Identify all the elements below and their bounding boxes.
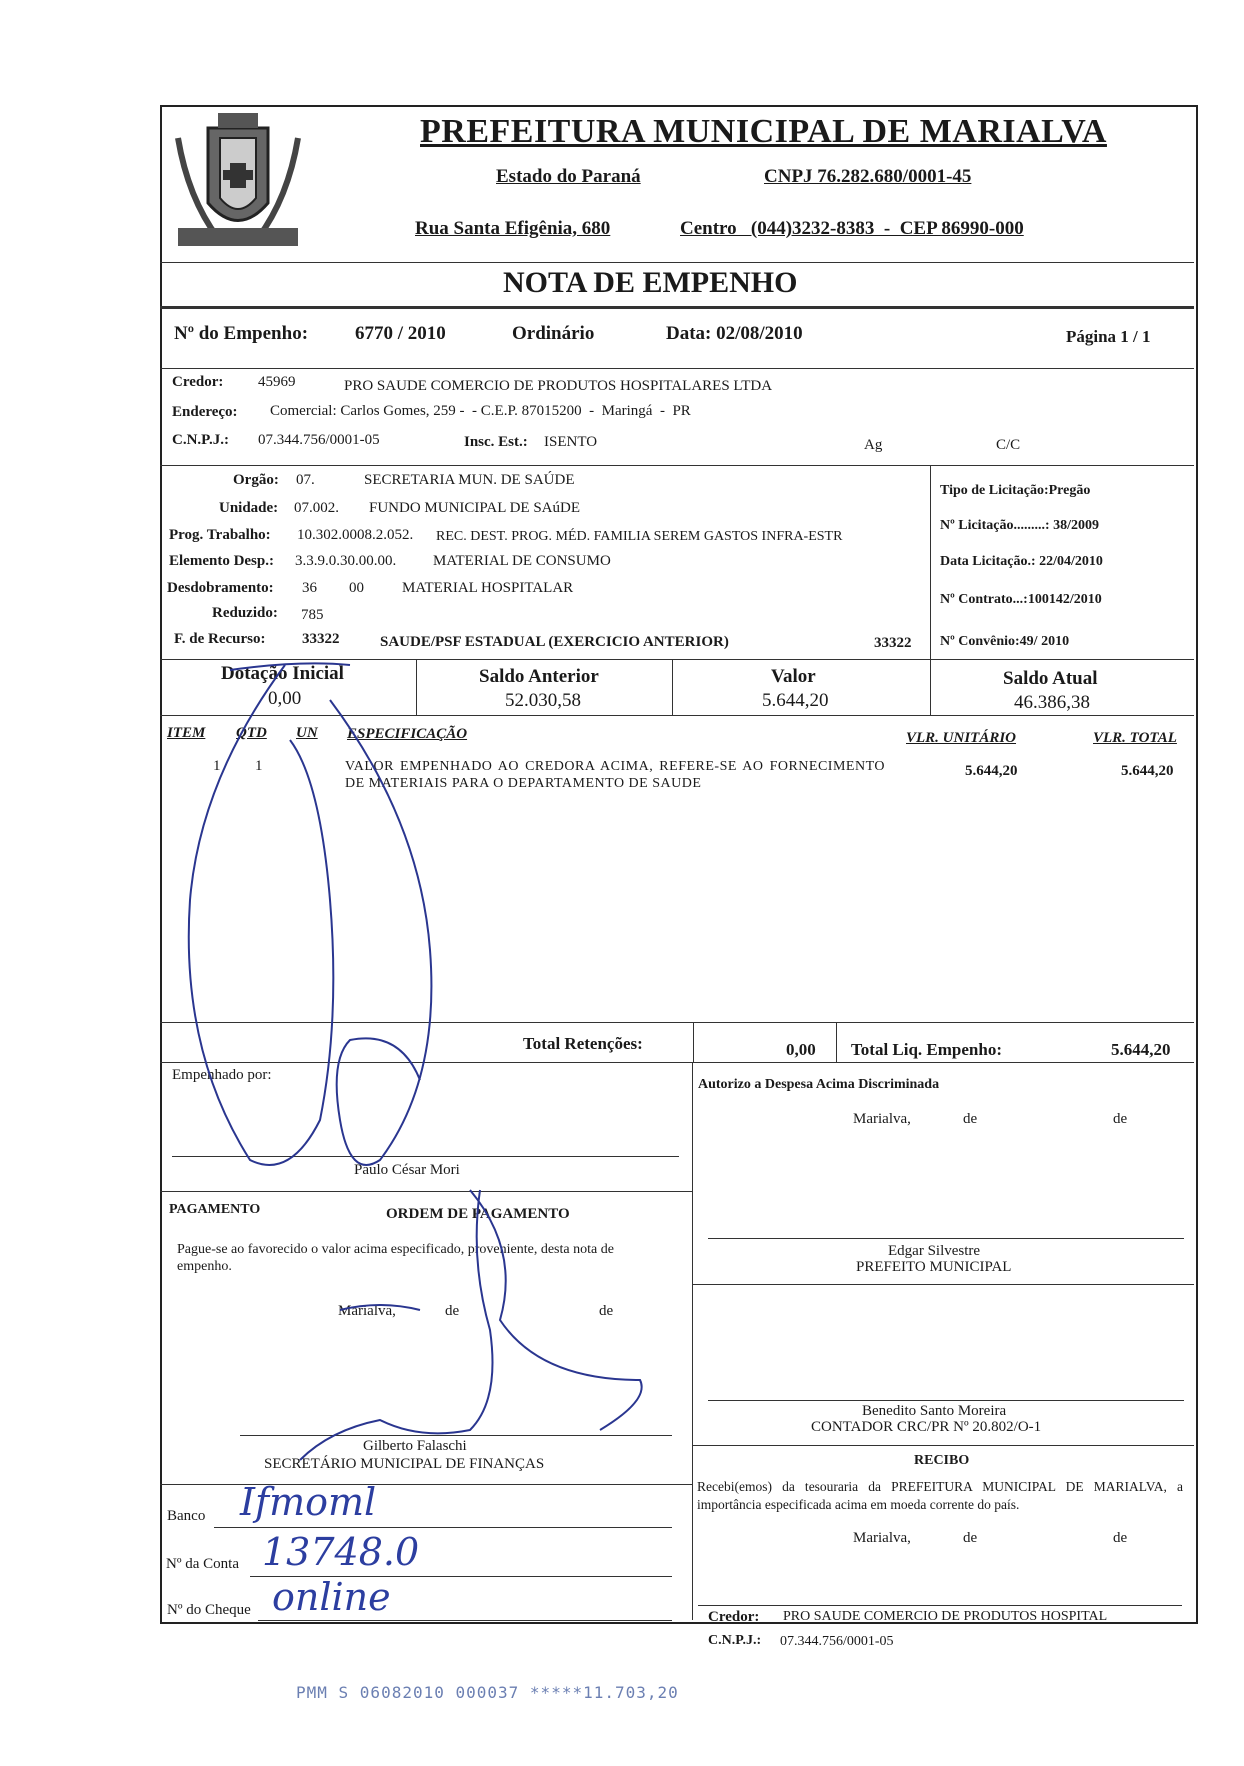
- recibo-text: Recebi(emos) da tesouraria da PREFEITURA MUNICIPAL DE MARIALVA, a importância especificada acima em moeda corrente do país.: [697, 1479, 1183, 1512]
- orgao-label: Orgão:: [233, 472, 279, 488]
- recurso-code-2: 33322: [874, 635, 912, 651]
- total-liquido-label: Total Liq. Empenho:: [851, 1040, 1002, 1059]
- numero-convenio: Nº Convênio:49/ 2010: [940, 634, 1070, 649]
- pague-text: Pague-se ao favorecido o valor acima especificado, proveniente, desta nota de empenho.: [177, 1242, 614, 1274]
- insc-value: ISENTO: [544, 434, 598, 450]
- recurso-label: F. de Recurso:: [174, 631, 266, 647]
- desdobramento-code: 36: [302, 580, 317, 596]
- desdobramento-name: MATERIAL HOSPITALAR: [402, 580, 574, 596]
- unidade-label: Unidade:: [219, 500, 279, 516]
- orgao-code: 07.: [296, 472, 315, 488]
- validation-stamp: PMM S 06082010 000037 *****11.703,20: [296, 1683, 679, 1702]
- recibo-de-1: de: [963, 1530, 978, 1546]
- saldo-atual-label: Saldo Atual: [1003, 668, 1098, 689]
- numero-licitacao: Nº Licitação.........: 38/2009: [940, 518, 1099, 533]
- row-qtd: 1: [255, 758, 263, 774]
- saldo-anterior-label: Saldo Anterior: [479, 666, 599, 687]
- pagamento-de-2: de: [599, 1303, 614, 1319]
- recurso-name: SAUDE/PSF ESTADUAL (EXERCICIO ANTERIOR): [380, 634, 729, 650]
- credor-label: Credor:: [172, 374, 224, 390]
- credor-footer-value: PRO SAUDE COMERCIO DE PRODUTOS HOSPITAL: [783, 1609, 1108, 1624]
- conta-handwriting: 13748.0: [262, 1530, 420, 1574]
- row-vlr-unitario: 5.644,20: [965, 763, 1018, 779]
- valor-value: 5.644,20: [762, 690, 829, 711]
- col-vlr-unitario: VLR. UNITÁRIO: [906, 730, 1017, 746]
- prog-name: REC. DEST. PROG. MÉD. FAMILIA SEREM GASTOS INFRA-ESTR: [436, 529, 843, 544]
- secretario-name: Gilberto Falaschi: [363, 1438, 467, 1454]
- prefeito-name: Edgar Silvestre: [888, 1243, 981, 1259]
- prog-label: Prog. Trabalho:: [169, 527, 271, 543]
- reduzido-value: 785: [301, 607, 324, 623]
- recibo-de-2: de: [1113, 1530, 1128, 1546]
- cheque-handwriting: online: [272, 1575, 391, 1619]
- pagamento-label: PAGAMENTO: [169, 1202, 261, 1217]
- valor-label: Valor: [771, 666, 816, 687]
- credor-code: 45969: [258, 374, 296, 390]
- desdobramento-sub: 00: [349, 580, 364, 596]
- state-name: Estado do Paraná: [496, 166, 641, 187]
- empenho-date: Data: 02/08/2010: [666, 323, 803, 344]
- autorizo-label: Autorizo a Despesa Acima Discriminada: [698, 1077, 940, 1092]
- row-item: 1: [213, 758, 221, 774]
- saldo-anterior-value: 52.030,58: [505, 690, 581, 711]
- reduzido-label: Reduzido:: [212, 605, 278, 621]
- empenhado-por-label: Empenhado por:: [172, 1067, 272, 1083]
- desdobramento-label: Desdobramento:: [167, 580, 274, 596]
- cheque-label: Nº do Cheque: [167, 1602, 251, 1618]
- autorizo-city: Marialva,: [853, 1111, 911, 1127]
- page-number: Página 1 / 1: [1066, 327, 1151, 346]
- unidade-code: 07.002.: [294, 500, 339, 516]
- col-especificacao: ESPECIFICAÇÃO: [347, 726, 468, 742]
- total-retencoes-label: Total Retenções:: [523, 1034, 643, 1053]
- prefeito-title: PREFEITO MUNICIPAL: [856, 1259, 1012, 1275]
- account-label: C/C: [996, 437, 1021, 453]
- saldo-atual-value: 46.386,38: [1014, 692, 1090, 713]
- credor-name: PRO SAUDE COMERCIO DE PRODUTOS HOSPITALARES LTDA: [344, 378, 773, 394]
- city-cnpj: CNPJ 76.282.680/0001-45: [764, 166, 972, 187]
- contador-name: Benedito Santo Moreira: [862, 1403, 1007, 1419]
- col-qtd: QTD: [236, 725, 267, 741]
- dotacao-inicial-label: Dotação Inicial: [221, 663, 344, 684]
- ordem-pagamento-label: ORDEM DE PAGAMENTO: [386, 1206, 570, 1222]
- total-retencoes-value: 0,00: [786, 1040, 816, 1059]
- credor-address: Comercial: Carlos Gomes, 259 - - C.E.P. 87015200 - Maringá - PR: [270, 403, 691, 419]
- elemento-name: MATERIAL DE CONSUMO: [433, 553, 611, 569]
- empenho-number: 6770 / 2010: [355, 323, 446, 344]
- numero-contrato: Nº Contrato...:100142/2010: [940, 592, 1102, 607]
- tipo-licitacao: Tipo de Licitação:Pregão: [940, 483, 1091, 498]
- cnpj-footer-value: 07.344.756/0001-05: [780, 1634, 894, 1649]
- col-vlr-total: VLR. TOTAL: [1093, 730, 1177, 746]
- address-label: Endereço:: [172, 404, 238, 420]
- city-contact: Centro (044)3232-8383 - CEP 86990-000: [680, 218, 1024, 239]
- recurso-code: 33322: [302, 631, 340, 647]
- recibo-label: RECIBO: [914, 1453, 970, 1468]
- insc-label: Insc. Est.:: [464, 434, 528, 450]
- pagamento-de-1: de: [445, 1303, 460, 1319]
- row-vlr-total: 5.644,20: [1121, 763, 1174, 779]
- conta-label: Nº da Conta: [166, 1556, 239, 1572]
- banco-label: Banco: [167, 1508, 206, 1524]
- credor-footer-label: Credor:: [708, 1609, 760, 1625]
- elemento-label: Elemento Desp.:: [169, 553, 274, 569]
- row-spec: VALOR EMPENHADO AO CREDORA ACIMA, REFERE-SE AO FORNECIMENTO DE MATERIAIS PARA O DEPARTAMENTO DE SAUDE: [345, 759, 885, 791]
- coat-of-arms-icon: [168, 108, 308, 258]
- col-item: ITEM: [167, 725, 206, 741]
- total-liquido-value: 5.644,20: [1111, 1040, 1171, 1059]
- dotacao-inicial-value: 0,00: [268, 688, 302, 709]
- unidade-name: FUNDO MUNICIPAL DE SAúDE: [369, 500, 580, 516]
- empenho-label: Nº do Empenho:: [174, 323, 309, 344]
- city-address: Rua Santa Efigênia, 680: [415, 218, 611, 239]
- credor-cnpj: 07.344.756/0001-05: [258, 432, 380, 448]
- city-hall-title: PREFEITURA MUNICIPAL DE MARIALVA: [420, 113, 1107, 150]
- autorizo-de-1: de: [963, 1111, 978, 1127]
- empenho-type: Ordinário: [512, 323, 595, 344]
- elemento-code: 3.3.9.0.30.00.00.: [295, 553, 397, 569]
- orgao-name: SECRETARIA MUN. DE SAÚDE: [364, 472, 575, 488]
- autorizo-de-2: de: [1113, 1111, 1128, 1127]
- col-un: UN: [296, 725, 318, 741]
- secretario-title: SECRETÁRIO MUNICIPAL DE FINANÇAS: [264, 1456, 545, 1472]
- empenhado-por-name: Paulo César Mori: [354, 1162, 460, 1178]
- recibo-city: Marialva,: [853, 1530, 911, 1546]
- document-title: NOTA DE EMPENHO: [503, 266, 798, 299]
- data-licitacao: Data Licitação.: 22/04/2010: [940, 554, 1103, 569]
- contador-title: CONTADOR CRC/PR Nº 20.802/O-1: [811, 1419, 1042, 1435]
- pagamento-city: Marialva,: [338, 1303, 396, 1319]
- cnpj-label: C.N.P.J.:: [172, 432, 229, 448]
- agency-label: Ag: [864, 437, 883, 453]
- cnpj-footer-label: C.N.P.J.:: [708, 1633, 762, 1648]
- prog-code: 10.302.0008.2.052.: [297, 527, 414, 543]
- banco-handwriting: Ifmoml: [240, 1480, 377, 1524]
